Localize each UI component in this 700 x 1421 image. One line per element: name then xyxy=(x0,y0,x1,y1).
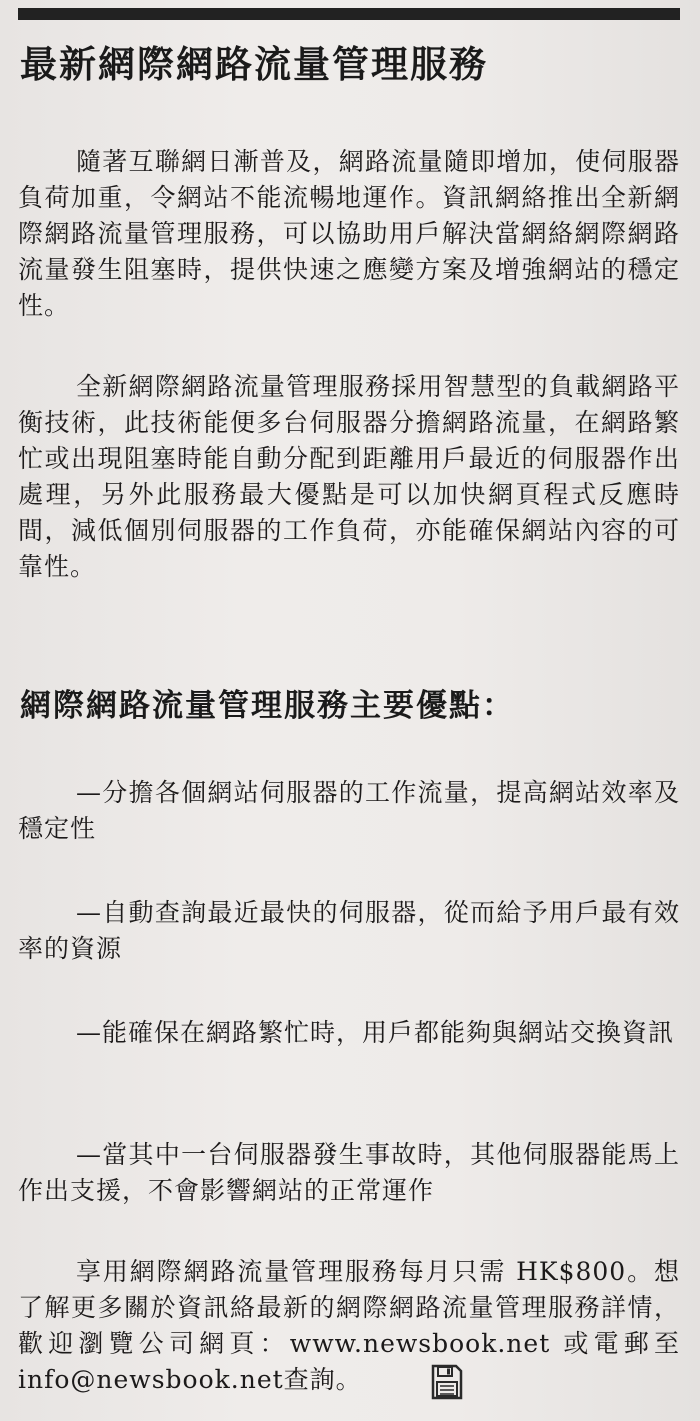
advantage-item-1: —分擔各個網站伺服器的工作流量，提高網站效率及穩定性 xyxy=(18,778,680,843)
closing-paragraph xyxy=(18,1254,680,1401)
page-title: 最新網際網路流量管理服務 xyxy=(20,43,488,86)
intro-paragraph-1: 隨著互聯網日漸普及，網路流量隨即增加，使伺服器負荷加重，令網站不能流暢地運作。資訊網絡推出全新網際網路流量管理服務，可以協助用戶解決當網絡網際網路流量發生阻塞時，提供快速之應變方案及增強網站的穩定性。 xyxy=(18,147,680,320)
advantage-item-2: —自動查詢最近最快的伺服器，從而給予用戶最有效率的資源 xyxy=(18,898,680,963)
intro-paragraph-2: 全新網際網路流量管理服務採用智慧型的負載網路平衡技術，此技術能便多台伺服器分擔網路流量，在網路繁忙或出現阻塞時能自動分配到距離用戶最近的伺服器作出處理，另外此服務最大優點是可以加快網頁程式反應時間，減低個別伺服器的工作負荷，亦能確保網站內容的可靠性。 xyxy=(18,372,680,581)
closing-paragraph-text: 享用網際網路流量管理服務每月只需 HK$800。想了解更多關於資訊絡最新的網際網路流量管理服務詳情，歡迎瀏覽公司網頁：www.newsbook.net 或電郵至info@newsbook.net查詢。 xyxy=(18,1257,680,1394)
advantage-item-4: —當其中一台伺服器發生事故時，其他伺服器能馬上作出支援，不會影響網站的正常運作 xyxy=(18,1140,680,1205)
advantage-item-3: —能確保在網路繁忙時，用戶都能夠與網站交換資訊 xyxy=(76,1018,675,1047)
floppy-disk-icon xyxy=(372,1363,406,1401)
top-rule xyxy=(18,8,680,20)
advantages-heading: 網際網路流量管理服務主要優點： xyxy=(20,688,515,724)
